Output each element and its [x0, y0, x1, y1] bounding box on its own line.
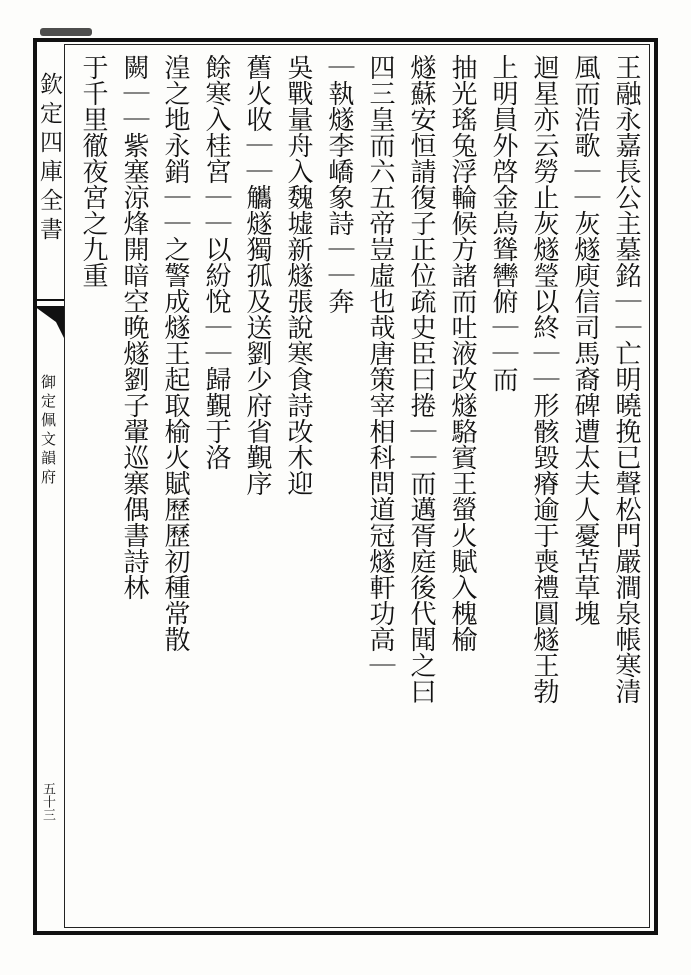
text-column: 餘寒入桂宮｜｜以紛悅｜｜歸覲于洛: [201, 54, 231, 470]
ink-smudge: [40, 28, 92, 36]
section-title: 御定佩文韻府: [39, 374, 57, 488]
text-column: 闕｜｜紫塞涼烽開暗空晚燧劉子翬巡寨偶書詩林: [119, 54, 149, 600]
text-column: 迴星亦云勞止灰燧瑩以終｜｜形骸毀瘠逾于喪禮圓燧王勃: [529, 54, 559, 704]
text-column: 風而浩歌｜｜灰燧庾信司馬裔碑遭太夫人憂苫草塊: [570, 54, 600, 626]
text-column: 燧蘇安恒請復子正位疏史臣曰捲｜｜而邁胥庭後代聞之曰: [406, 54, 436, 704]
text-column: 上明員外啓金烏聳轡俯｜｜而: [488, 54, 518, 392]
text-column: 吳戰量舟入魏墟新燧張說寒食詩改木迎: [283, 54, 313, 496]
text-column: 抽光瑤兔浮輪候方諸而吐液改燧駱賓王螢火賦入槐榆: [447, 54, 477, 652]
text-column: 于千里徹夜宮之九重: [78, 54, 108, 288]
text-column: 舊火收｜｜觿燧獨孤及送劉少府省覲序: [242, 54, 272, 496]
text-column: 王融永嘉長公主墓銘｜｜亡明曉挽已聲松門嚴澗泉帳寒清: [611, 54, 641, 704]
book-title: 欽定四庫全書: [36, 72, 62, 246]
fish-tail-icon: [34, 304, 64, 340]
text-column: 湟之地永銷｜｜之警成燧王起取榆火賦歷歷初種常散: [160, 54, 190, 652]
text-column: ｜執燧李嶠象詩｜｜奔: [324, 54, 354, 314]
text-columns: [68, 54, 646, 916]
margin-divider: [34, 299, 64, 301]
page-number: 五十三: [40, 782, 55, 821]
text-column: 四三皇而六五帝豈虛也哉唐策宰相科問道冠燧軒功高｜: [365, 54, 395, 678]
margin-column: [34, 44, 64, 928]
